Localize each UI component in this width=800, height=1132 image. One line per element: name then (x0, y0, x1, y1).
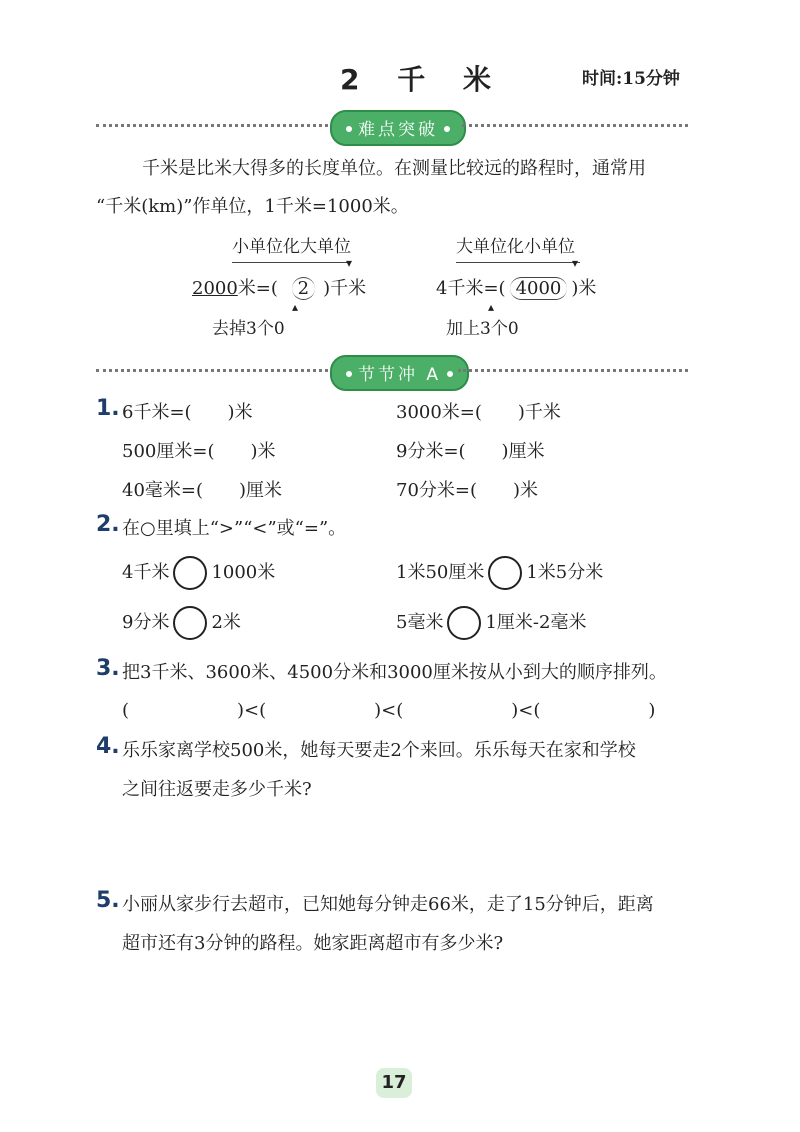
badge-label: 难点突破 (358, 120, 438, 140)
conversion-item[interactable]: 500厘米=( )米 (122, 441, 276, 462)
question-number: 5. (96, 888, 120, 913)
arrow-down-icon: ▾ (572, 256, 579, 270)
question-prompt: 在○里填上“>”“<”或“=”。 (122, 518, 347, 539)
arrow-line (232, 262, 350, 263)
page-number: 17 (376, 1068, 412, 1098)
question-number: 2. (96, 512, 120, 537)
order-blanks[interactable]: ( )<( )<( )<( ) (122, 700, 656, 721)
compare-item: 1米50厘米 1米5分米 (396, 556, 603, 590)
question-number: 3. (96, 656, 120, 681)
compare-circle[interactable] (173, 606, 207, 640)
conversion-item[interactable]: 40毫米=( )厘米 (122, 480, 283, 501)
section-badge-difficulty (330, 110, 466, 146)
compare-item: 5毫米 1厘米-2毫米 (396, 606, 586, 640)
right-answer: 4000 (510, 277, 568, 300)
conversion-item[interactable]: 9分米=( )厘米 (396, 441, 545, 462)
compare-item: 4千米 1000米 (122, 556, 275, 590)
conversion-item[interactable]: 70分米=( )米 (396, 480, 539, 501)
left-note: 去掉3个0 (212, 319, 285, 339)
question-text-line-1: 乐乐家离学校500米，她每天要走2个来回。乐乐每天在家和学校 (122, 740, 636, 761)
right-expression: 4千米=( 4000 )米 (436, 278, 597, 299)
intro-line-2: “千米(km)”作单位，1千米=1000米。 (96, 196, 409, 217)
question-number: 1. (96, 396, 120, 421)
compare-circle[interactable] (173, 556, 207, 590)
badge-dot-icon (447, 371, 453, 377)
arrow-line (456, 262, 580, 263)
badge-dot-icon (346, 371, 352, 377)
divider-left (96, 124, 328, 127)
question-number: 4. (96, 734, 120, 759)
question-text-line-2: 超市还有3分钟的路程。她家距离超市有多少米? (122, 933, 504, 954)
arrow-up-icon: ▴ (292, 300, 299, 314)
question-text-line-1: 小丽从家步行去超市，已知她每分钟走66米，走了15分钟后，距离 (122, 894, 654, 915)
conversion-item[interactable]: 3000米=( )千米 (396, 402, 561, 423)
right-caption: 大单位化小单位 (456, 237, 575, 257)
left-caption: 小单位化大单位 (232, 237, 351, 257)
question-prompt: 把3千米、3600米、4500分米和3000厘米按从小到大的顺序排列。 (122, 662, 667, 683)
divider-left (96, 369, 328, 372)
question-text-line-2: 之间往返要走多少千米? (122, 779, 312, 800)
badge-label: 节节冲 A (358, 365, 442, 385)
compare-circle[interactable] (447, 606, 481, 640)
conversion-item[interactable]: 6千米=( )米 (122, 402, 253, 423)
intro-line-1: 千米是比米大得多的长度单位。在测量比较远的路程时，通常用 (142, 158, 646, 179)
badge-dot-icon (346, 126, 352, 132)
page-title: 2 千 米 (340, 63, 505, 96)
right-note: 加上3个0 (446, 319, 519, 339)
compare-circle[interactable] (488, 556, 522, 590)
divider-right (458, 369, 688, 372)
time-limit: 时间:15分钟 (582, 69, 680, 89)
section-badge-practice (330, 355, 469, 391)
divider-right (462, 124, 688, 127)
arrow-up-icon: ▴ (488, 300, 495, 314)
left-answer: 2 (292, 277, 315, 300)
arrow-down-icon: ▾ (346, 256, 353, 270)
left-expression: 2000米=( 2 )千米 (192, 278, 367, 299)
compare-item: 9分米 2米 (122, 606, 241, 640)
badge-dot-icon (444, 126, 450, 132)
